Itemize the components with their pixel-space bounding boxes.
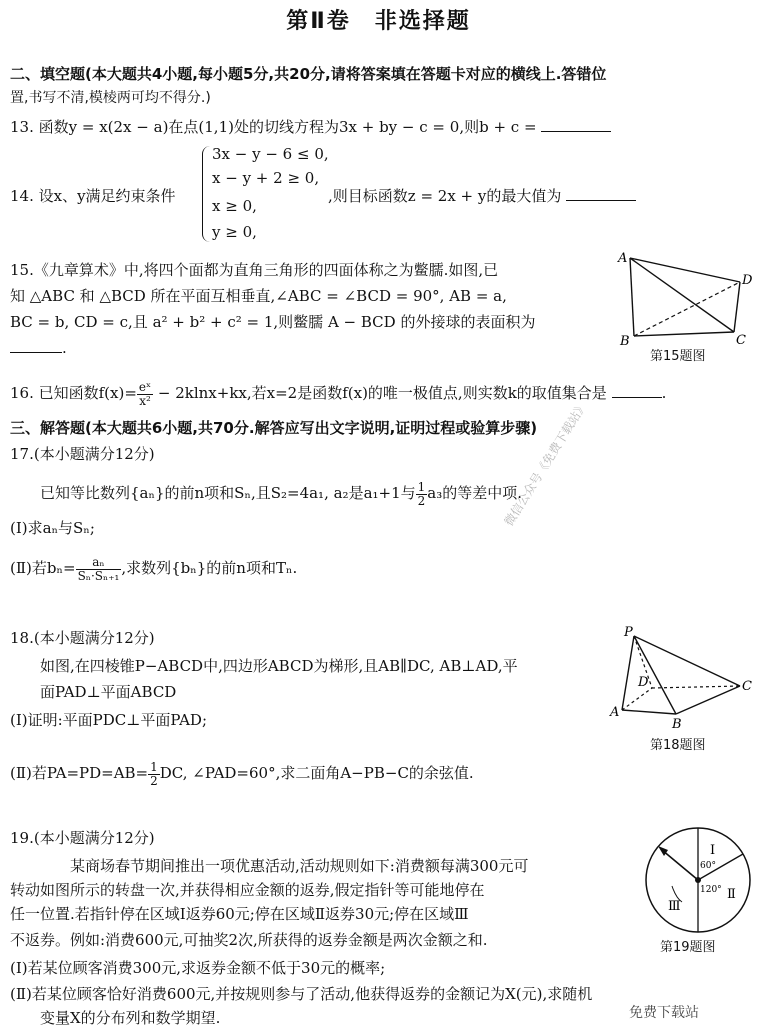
angle-label-60: 60° xyxy=(700,861,716,871)
region-label-3: Ⅲ xyxy=(668,899,681,914)
label-d: D xyxy=(638,675,649,690)
question-16 xyxy=(10,378,666,408)
fraction-numerator: 1 xyxy=(150,759,158,774)
question-19-text-line1: 某商场春节期间推出一项优惠活动,活动规则如下:消费额每满300元可 xyxy=(70,857,529,875)
question-15-line4 xyxy=(10,338,67,358)
watermark: 微信公众号《免费下载站》 xyxy=(501,398,590,529)
question-17-head: 17.(本小题满分12分) xyxy=(10,445,155,463)
fraction-denominator: x² xyxy=(139,393,151,408)
question-18-part2 xyxy=(10,758,474,788)
question-14-suffix xyxy=(328,186,636,206)
label-d: D xyxy=(742,273,752,288)
edge-pa xyxy=(622,636,634,710)
question-19-head: 19.(本小题满分12分) xyxy=(10,829,155,847)
edge-ab xyxy=(630,258,634,336)
figure-18-caption: 第18题图 xyxy=(650,738,706,753)
answer-blank-15[interactable] xyxy=(10,338,62,353)
label-p: P xyxy=(624,625,633,640)
fill-section-header-line1: 二、填空题(本大题共4小题,每小题5分,共20分,请将答案填在答题卡对应的横线上.答错位 xyxy=(10,65,607,83)
question-17-text-b: a₃的等差中项. xyxy=(427,484,523,502)
answer-section-header: 三、解答题(本大题共6小题,共70分.解答应写出文字说明,证明过程或验算步骤) xyxy=(10,419,538,437)
figure-15 xyxy=(612,250,752,346)
fraction-an-over-ss xyxy=(76,556,122,583)
figure-19-caption: 第19题图 xyxy=(660,940,716,955)
answer-blank-14[interactable] xyxy=(566,186,636,201)
figure-19-spinner xyxy=(642,824,754,936)
label-b: B xyxy=(620,334,630,346)
fraction-numerator: aₙ xyxy=(76,556,122,570)
question-19-text-line3: 任一位置.若指针停在区域Ⅰ返券60元;停在区域Ⅱ返券30元;停在区域Ⅲ xyxy=(10,905,469,923)
question-19-text-line2: 转动如图所示的转盘一次,并获得相应金额的返券,假定指针等可能地停在 xyxy=(10,881,485,899)
page-title: 第Ⅱ卷 非选择题 xyxy=(286,9,471,34)
question-18-part2-a: (Ⅱ)若PA=PD=AB= xyxy=(10,764,149,782)
question-17-part2-b: ,求数列{bₙ}的前n项和Tₙ. xyxy=(121,559,298,577)
question-17-part1: (Ⅰ)求aₙ与Sₙ; xyxy=(10,519,95,537)
constraint-3: x ≥ 0, xyxy=(212,197,257,215)
edge-cd xyxy=(734,282,740,332)
question-19-part1: (Ⅰ)若某位顾客消费300元,求返券金额不低于30元的概率; xyxy=(10,959,386,977)
label-c: C xyxy=(736,333,746,346)
edge-pc xyxy=(634,636,740,686)
edge-ab xyxy=(622,710,676,714)
label-a: A xyxy=(610,705,620,720)
question-16-prefix: 16. 已知函数f(x)= xyxy=(10,384,137,402)
fraction-numerator: eˣ xyxy=(138,379,152,394)
fraction-denominator: Sₙ·Sₙ₊₁ xyxy=(77,568,120,583)
constraint-1: 3x − y − 6 ≤ 0, xyxy=(212,145,329,163)
region-label-1: Ⅰ xyxy=(710,843,716,858)
spinner-center xyxy=(695,877,701,883)
question-16-suffix: − 2klnx+kx,若x=2是函数f(x)的唯一极值点,则实数k的取值集合是 xyxy=(153,384,607,402)
edge-bd xyxy=(634,282,740,336)
angle-label-120: 120° xyxy=(700,885,722,895)
question-15-line1: 15.《九章算术》中,将四个面都为直角三角形的四面体称之为鳖臑.如图,已 xyxy=(10,261,499,279)
figure-18 xyxy=(608,624,756,732)
fraction-ex-over-x2 xyxy=(137,381,153,408)
question-17-part2 xyxy=(10,552,297,584)
question-17-part2-a: (Ⅱ)若bₙ= xyxy=(10,559,76,577)
question-17-text-a: 已知等比数列{aₙ}的前n项和Sₙ,且S₂=4a₁, a₂是a₁+1与 xyxy=(40,484,416,502)
answer-blank-13[interactable] xyxy=(541,117,611,132)
label-b: B xyxy=(672,717,682,732)
question-18-text-line1: 如图,在四棱锥P−ABCD中,四边形ABCD为梯形,且AB∥DC, AB⊥AD,平 xyxy=(40,657,518,675)
pointer-needle xyxy=(662,850,698,880)
fraction-one-half xyxy=(416,481,428,508)
question-15-end: . xyxy=(62,339,67,357)
question-17-text xyxy=(40,478,522,508)
fraction-denominator: 2 xyxy=(417,493,426,508)
edge-ad xyxy=(622,688,652,710)
question-19-part2-line1: (Ⅱ)若某位顾客恰好消费600元,并按规则参与了活动,他获得返券的金额记为X(元),求随机 xyxy=(10,985,593,1003)
fraction-numerator: 1 xyxy=(417,479,426,494)
constraint-2: x − y + 2 ≥ 0, xyxy=(212,169,320,187)
question-19-text-line4: 不返券。例如:消费600元,可抽奖2次,所获得的返券金额是两次金额之和. xyxy=(10,931,488,949)
edge-bc xyxy=(634,332,734,336)
question-18-head: 18.(本小题满分12分) xyxy=(10,629,155,647)
site-logo: 免费下载站 xyxy=(625,1002,703,1022)
question-15-line2: 知 △ABC 和 △BCD 所在平面互相垂直,∠ABC = ∠BCD = 90°, AB = a, xyxy=(10,287,507,305)
edge-dc xyxy=(652,686,740,688)
question-13-text: 13. 函数y = x(2x − a)在点(1,1)处的切线方程为3x + by − c = 0,则b + c = xyxy=(10,118,537,136)
question-15-line3: BC = b, CD = c,且 a² + b² + c² = 1,则鳖臑 A − BCD 的外接球的表面积为 xyxy=(10,313,536,331)
fraction-denominator: 2 xyxy=(150,773,158,788)
answer-blank-16[interactable] xyxy=(612,383,662,398)
question-14-suffix-text: ,则目标函数z = 2x + y的最大值为 xyxy=(328,187,562,205)
label-a: A xyxy=(618,251,628,266)
fill-section-header xyxy=(10,64,606,84)
label-c: C xyxy=(742,679,752,694)
question-13 xyxy=(10,117,611,137)
region-label-2: Ⅱ xyxy=(727,887,736,902)
question-19-part2-line2: 变量X的分布列和数学期望. xyxy=(40,1009,221,1027)
question-18-part1: (Ⅰ)证明:平面PDC⊥平面PAD; xyxy=(10,711,208,729)
figure-15-caption: 第15题图 xyxy=(650,349,706,364)
fraction-one-half xyxy=(148,761,160,788)
question-18-text-line2: 面PAD⊥平面ABCD xyxy=(40,683,177,701)
constraint-4: y ≥ 0, xyxy=(212,223,257,241)
question-16-end: . xyxy=(661,384,667,402)
edge-bc xyxy=(676,686,740,714)
fill-section-header-line2: 置,书写不清,模棱两可均不得分.) xyxy=(10,90,211,106)
question-14-prefix: 14. 设x、y满足约束条件 xyxy=(10,187,176,205)
question-18-part2-b: DC, ∠PAD=60°,求二面角A−PB−C的余弦值. xyxy=(159,764,474,782)
